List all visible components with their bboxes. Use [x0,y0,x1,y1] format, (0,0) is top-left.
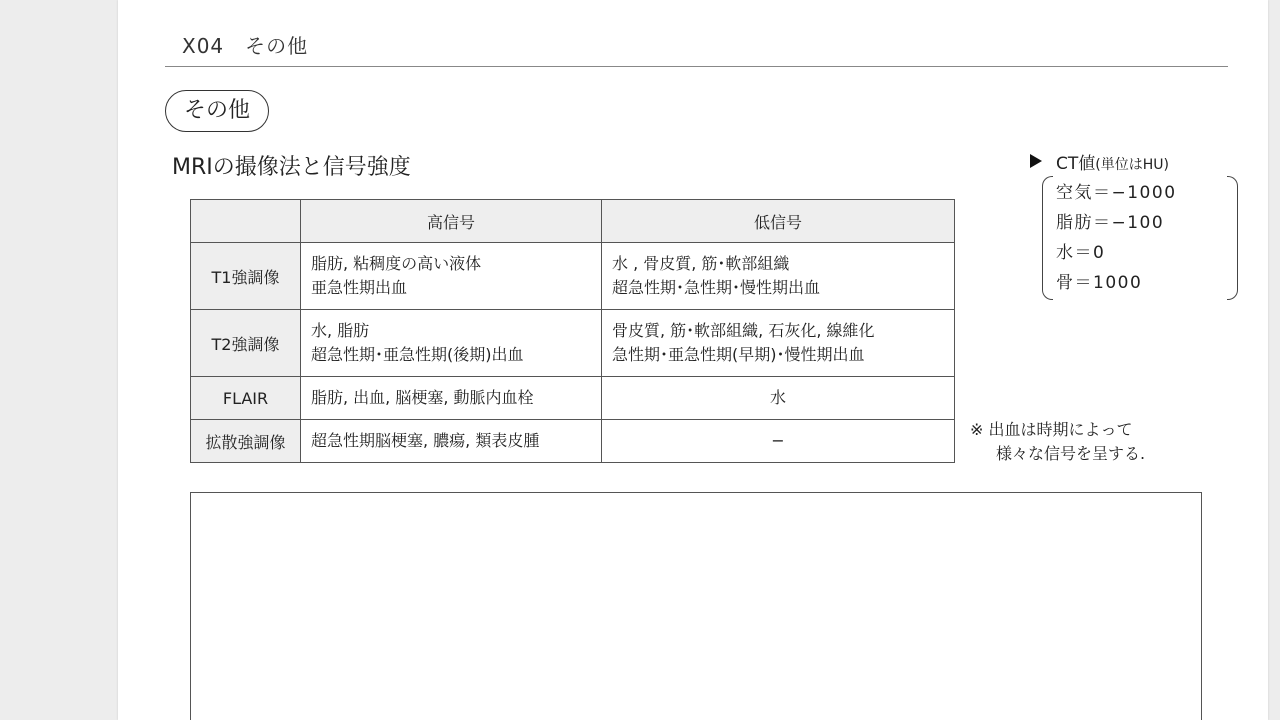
list-item: 脂肪＝−100 [1056,213,1165,233]
page-header-title: X04 その他 [182,34,309,58]
table-row [191,420,955,463]
section-pill: その他 [165,90,269,132]
row-label-dwi: 拡散強調像 [191,420,301,463]
list-item: 水＝0 [1056,243,1106,263]
cell-line: 超急性期脳梗塞, 膿瘍, 類表皮腫 [311,431,540,450]
cell-line: 水 , 骨皮質, 筋･軟部組織 [612,254,790,273]
list-item: 骨＝1000 [1056,273,1143,293]
cell-line: 骨皮質, 筋･軟部組織, 石灰化, 線維化 [612,321,875,340]
triangle-bullet-icon [1030,154,1042,168]
document-page [118,0,1268,720]
blank-notes-box [190,492,1202,720]
ct-title-unit: (単位はHU) [1095,156,1169,173]
row-label-flair: FLAIR [191,377,301,420]
ct-values-list [1046,176,1234,300]
ct-values-block [1030,148,1230,300]
row-label-t2: T2強調像 [191,310,301,377]
cell-line: 亜急性期出血 [311,278,408,297]
cell-t2-low [602,310,955,377]
table-header-row [191,200,955,243]
section-heading: MRIの撮像法と信号強度 [172,155,411,180]
cell-dwi-low [602,420,955,463]
cell-line: 急性期･亜急性期(早期)･慢性期出血 [612,345,865,364]
cell-line: 超急性期･急性期･慢性期出血 [612,278,821,297]
cell-line: 脂肪, 粘稠度の高い液体 [311,254,482,273]
cell-line: 脂肪, 出血, 脳梗塞, 動脈内血栓 [311,388,534,407]
table-header-high: 高信号 [301,200,602,243]
cell-line: 超急性期･亜急性期(後期)出血 [311,345,524,364]
cell-dwi-high [301,420,602,463]
list-item: 空気＝−1000 [1056,183,1177,203]
ct-title-text: CT値 [1056,153,1096,174]
cell-t1-low [602,243,955,310]
cell-flair-high [301,377,602,420]
table-row [191,377,955,420]
note-line-2: 様々な信号を呈する. [996,444,1146,463]
row-label-t1: T1強調像 [191,243,301,310]
cell-line: − [771,431,785,450]
table-header-corner [191,200,301,243]
hemorrhage-note [970,418,1145,466]
table-row [191,243,955,310]
cell-flair-low [602,377,955,420]
header-divider [165,66,1228,67]
cell-t2-high [301,310,602,377]
cell-line: 水, 脂肪 [311,321,370,340]
cell-line: 水 [769,388,786,407]
table-header-low: 低信号 [602,200,955,243]
table-row [191,310,955,377]
mri-signal-table [190,199,955,463]
ct-values-title [1030,148,1230,174]
cell-t1-high [301,243,602,310]
note-line-1: ※ 出血は時期によって [970,420,1133,439]
